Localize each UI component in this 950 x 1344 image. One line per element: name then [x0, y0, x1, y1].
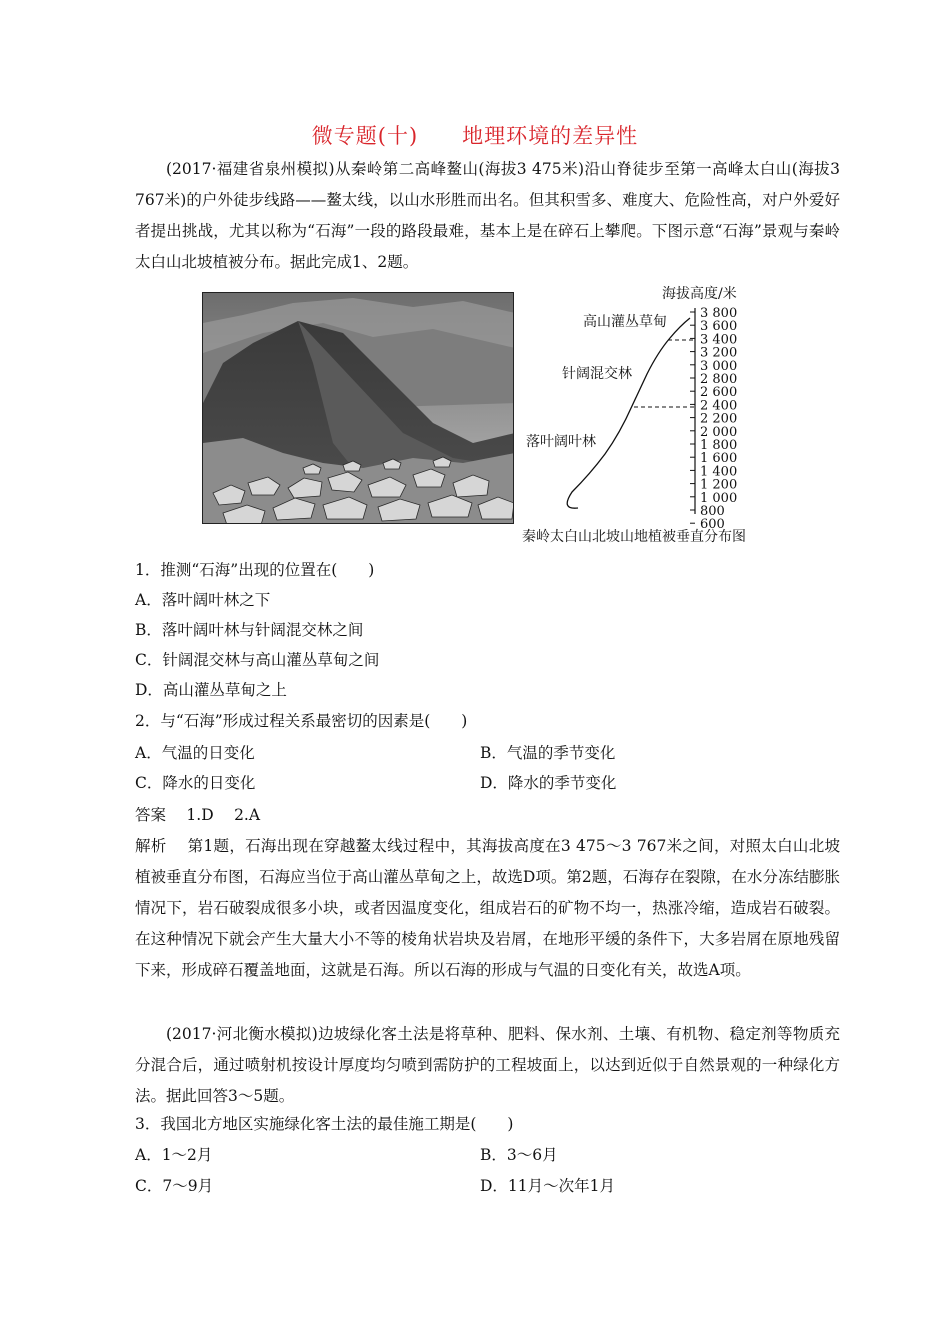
- q1-option-d: D．高山灌丛草甸之上: [135, 681, 287, 699]
- q2-option-d: D．降水的季节变化: [480, 774, 617, 792]
- axis-tick-label: 2 600: [700, 385, 738, 401]
- q3-option-b: B．3～6月: [480, 1146, 558, 1164]
- q2-option-a: A．气温的日变化: [135, 744, 255, 762]
- axis-tick-label: 2 000: [700, 424, 738, 440]
- axis-tick-label: 3 400: [700, 332, 738, 348]
- q2-option-b: B．气温的季节变化: [480, 744, 616, 762]
- axis-tick-label: 2 400: [700, 398, 738, 414]
- analysis-paragraph: 解析 第1题，石海出现在穿越鳌太线过程中，其海拔高度在3 475～3 767米之间，对照太白山北坡植被垂直分布图，石海应当位于高山灌丛草甸之上，故选D项。第2题，石海存在裂隙，在水分冻结膨胀情况下，岩石破裂成很多小块，或者因温度变化，组成岩石的矿物不均一，热涨冷缩，造成岩石破裂。在这种情况下就会产生大量大小不等的棱角状岩块及岩屑，在地形平缓的条件下，大多岩屑在原地残留下来，形成碎石覆盖地面，这就是石海。所以石海的形成与气温的日变化有关，故选A项。: [135, 837, 840, 979]
- q1-option-b: B．落叶阔叶林与针阔混交林之间: [135, 621, 364, 639]
- axis-tick-label: 800: [700, 504, 725, 519]
- mountain-profile-curve: [567, 318, 690, 508]
- q3-option-d: D．11月～次年1月: [480, 1177, 616, 1195]
- q1-stem: 1．推测“石海”出现的位置在( ): [135, 561, 375, 579]
- vegetation-distribution-diagram: [520, 278, 800, 548]
- axis-tick-label: 3 200: [700, 345, 738, 361]
- q2-stem: 2．与“石海”形成过程关系最密切的因素是( ): [135, 712, 468, 730]
- axis-tick-label: 3 800: [700, 306, 738, 321]
- q3-option-a: A．1～2月: [135, 1146, 213, 1164]
- q2-option-c: C．降水的日变化: [135, 774, 256, 792]
- axis-tick-label: 1 400: [700, 464, 738, 480]
- intro-paragraph-1: (2017·福建省泉州模拟)从秦岭第二高峰鳌山(海拔3 475米)沿山脊徒步至第一高峰太白山(海拔3 767米)的户外徒步线路——鳌太线，以山水形胜而出名。但其积雪多、难度大、危险性高，对户外爱好者提出挑战，尤其以称为“石海”一段的路段最难，基本上是在碎石上攀爬。下图示意“石海”景观与秦岭太白山北坡植被分布。据此完成1、2题。: [135, 160, 840, 271]
- answer-line: 答案 1.D 2.A: [135, 806, 261, 824]
- q3-stem: 3．我国北方地区实施绿化客土法的最佳施工期是( ): [135, 1115, 514, 1133]
- axis-tick-label: 1 800: [700, 438, 738, 453]
- axis-tick-label: 2 800: [700, 372, 738, 387]
- zone-label-mixed-forest: 针阔混交林: [562, 366, 632, 382]
- figure-caption: 秦岭太白山北坡山地植被垂直分布图: [522, 529, 746, 545]
- q3-option-c: C．7～9月: [135, 1177, 214, 1195]
- axis-tick-label: 3 000: [700, 358, 738, 374]
- stone-sea-photo: [202, 292, 514, 524]
- axis-tick-label: 1 000: [700, 490, 738, 506]
- zone-label-alpine-meadow: 高山灌丛草甸: [583, 314, 667, 330]
- zone-label-deciduous-forest: 落叶阔叶林: [526, 434, 596, 450]
- axis-tick-label: 2 200: [700, 411, 738, 427]
- page-title: 微专题(十) 地理环境的差异性: [311, 124, 639, 148]
- tick-group: [690, 306, 737, 532]
- axis-tick-label: 3 600: [700, 319, 738, 335]
- axis-tick-label: 1 200: [700, 477, 738, 493]
- axis-title: 海拔高度/米: [662, 286, 737, 302]
- q1-option-c: C．针阔混交林与高山灌丛草甸之间: [135, 651, 380, 669]
- axis-tick-label: 1 600: [700, 451, 738, 467]
- q1-option-a: A．落叶阔叶林之下: [135, 591, 271, 609]
- axis-tick-label: 600: [700, 517, 725, 533]
- intro-paragraph-2: (2017·河北衡水模拟)边坡绿化客土法是将草种、肥料、保水剂、土壤、有机物、稳定剂等物质充分混合后，通过喷射机按设计厚度均匀喷到需防护的工程坡面上，以达到近似于自然景观的一种绿化方法。据此回答3～5题。: [135, 1025, 840, 1105]
